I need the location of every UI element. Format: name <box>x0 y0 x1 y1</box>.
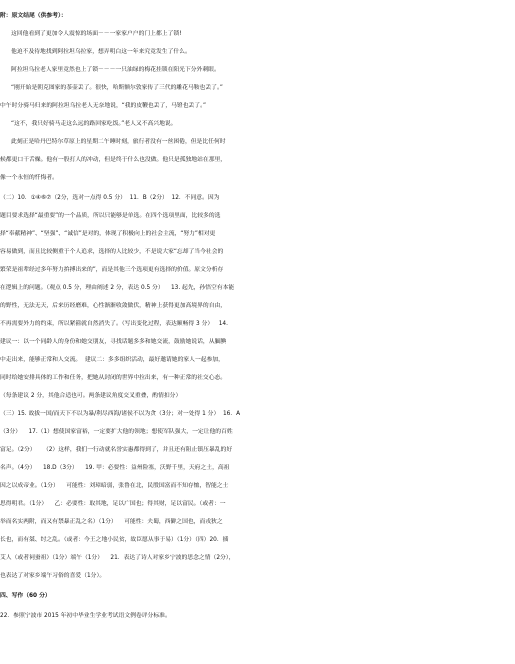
text-line: 这回他看到了更加令人震惊的场面－－一家家户户的门上都上了锁! <box>0 31 182 37</box>
text-line: 建议一：以一个同龄人的身份和她交朋友，寻找话题多多和她交流，鼓励她说话，从腼腆 <box>0 339 227 345</box>
text-line: 思得明君。（1分） 乙：必要性：取其地，足以广国也；得其财，足以富民。（或者：一 <box>0 501 226 507</box>
text-line: 像一个永恒的忏悔者。 <box>0 175 58 181</box>
text-line: 他迫不及待地找到阿拉坦乌拉家，想弄明白这一年来究竟发生了什么。 <box>0 49 191 55</box>
text-line: 因之以成帝业。（1分） 可能性：刘璋暗弱，张鲁在北，民殷国富而不知存恤，智能之士 <box>0 483 229 489</box>
text-line: 22．参照宁波市 2015 年初中毕业生学业考试语文例卷评分标准。 <box>0 613 171 619</box>
text-line: 举而名实两附，而又有禁暴正乱之名）（1分） 可能性：夫蜀，西僻之国也，而戎狄之 <box>0 519 223 525</box>
text-line: 富足。（2分） （2）这样，我们一行动就名誉实惠都得到了，并且还有阻止镇压暴乱的好 <box>0 447 233 453</box>
text-line: 阿拉坦乌拉老人家里竟然也上了锁－－－一只油绿的梅花挂锁在阳光下分外刺眼。 <box>0 67 220 73</box>
text-line: （三）15. 故拔一国/而天下不以为暴/利尽西海/诸侯不以为贪（3分；对一处得 1 分） 16．A <box>0 411 241 417</box>
text-line: 候都更口干舌燥。他有一股打人的冲动，但是终于什么也没做。他只是孤独地站在那里， <box>0 157 227 163</box>
text-line: 题目要求选择“最重要”的一个品质，所以只能够是单选。在四个选项里面，比较多的选 <box>0 213 221 219</box>
text-line: “刚开始是朝克图家的茶壶丢了。很快，哈斯额尔敦家传了三代的雕花马鞍也丢了。” <box>0 85 223 91</box>
text-line: （3分） 17.（1）想使国家富裕，一定要扩大他的领地；想使军队强大，一定让他的百姓 <box>0 429 233 435</box>
text-line: 同时给她安排具体的工作和任务，把她从封闭的世界中拉出来，有一种正常的社交心态。 <box>0 375 227 381</box>
text-line: 的野性，无法无天，后来历经磨难，心性渐渐收敛做伏，精神上获得更加高境界的自由， <box>0 303 227 309</box>
text-line: 择“奉献精神”、“坚强”、“诚信”是对的，体现了积极向上的社会主流，“努力”相对更 <box>0 231 216 237</box>
text-line: （二）10．①④⑥⑦（2分，选对一点得 0.5 分） 11．B（2分） 12．不同意。因为 <box>0 195 220 201</box>
text-line: 不再需要外力的约束，所以紧箍就自然消失了。（写出变化过程，表达顺畅得 3 分） 14. <box>0 321 228 327</box>
appendix-heading: 附：原文结尾（供参考）： <box>0 13 67 19</box>
text-line: 艾人（或者祠蚕祖）（1分）端午（1分） 21．表达了诗人对家乡宁波的思念之情（2分）， <box>0 555 235 561</box>
text-line: 长也，而有桀、纣之乱。（或者：今王之地小民贫，故臣愿从事于易）（1分）（四）20．插 <box>0 537 229 543</box>
text-line: “这不，我只好骑马走这么远的路回家吃饭。”老人又不高兴地说。 <box>0 121 177 127</box>
text-line: 名声。（4分） 18.D（3分） 19. 甲：必要性：益州险塞，沃野千里，天府之土，高祖 <box>0 465 230 471</box>
section-heading-writing: 四、写作（60 分） <box>0 593 51 599</box>
text-line: 繁荣是祖辈经过多年努力拚搏出来的”，而是其他三个选项更有选择的价值。原文分析存 <box>0 267 224 273</box>
text-line: 容易做到，而且比较侧重于个人追求，选择的人比较少，不是说大家“忘却了当今社会的 <box>0 249 224 255</box>
text-line: 中午时分骑马归来的阿拉坦乌拉老人无奈地说，“我的皮鞭也丢了，马镫也丢了。” <box>0 103 206 109</box>
text-line: 中走出来，能够正常和人交流。 建议二：多多组织活动，最好邀请她的家人一起参加， <box>0 357 224 363</box>
text-line: 也表达了对家乡端午习俗的喜爱（1分）。 <box>0 573 106 579</box>
text-line: （每条建议 2 分，其他合适也可。两条建议角度交叉重叠，酌情扣分） <box>0 393 182 399</box>
text-line: 此刻正是哈丹巴特尔草原上的星期二午睡时刻，旅行者没有一丝困倦，但是比任何时 <box>0 139 226 145</box>
text-line: 在逻辑上的问题。（观点 0.5 分，理由阐述 2 分，表达 0.5 分） 13. 起先，孙悟空有本能 <box>0 285 235 291</box>
